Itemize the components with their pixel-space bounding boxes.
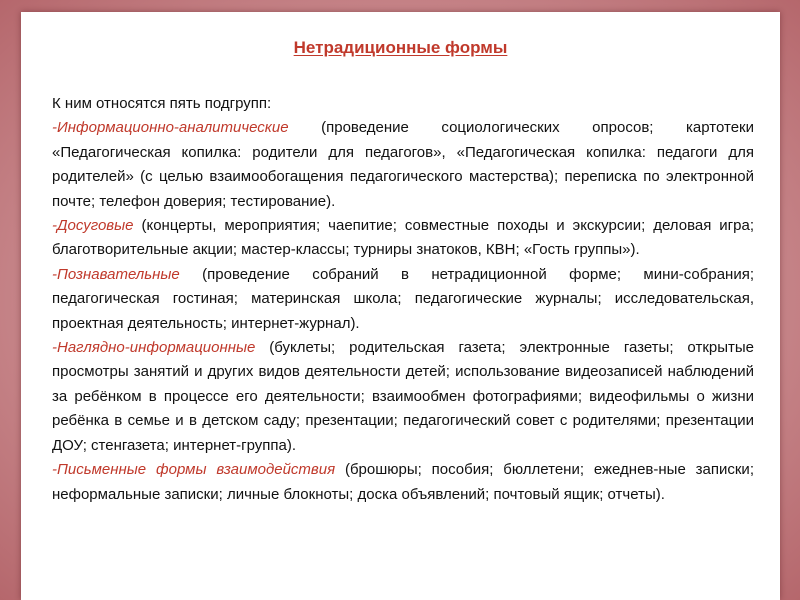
intro-paragraph: К ним относятся пять подгрупп:: [52, 95, 272, 112]
slide: [21, 12, 780, 600]
group-name: -Досуговые: [52, 217, 134, 235]
group-paragraph-informational: [52, 116, 754, 214]
group-name: -Наглядно-информационные: [52, 339, 256, 357]
group-paragraph-written: [52, 458, 754, 507]
group-name: -Информационно-аналитические: [52, 119, 289, 137]
group-description: (буклеты; родительская газета; электронные газеты; открытые просмотры занятий и других видов деятельности детей; использование видеозаписей наблюдений за ребёнком в процессе его деятельности; взаимообмен фотографиями; видеофильмы о жизни ребёнка в семье и в детском саду; презентации; педагогический совет с родителями; презентации ДОУ; стенгазета; интернет-группа).: [52, 339, 754, 454]
group-description: (проведение социологических опросов; картотеки «Педагогическая копилка: родители для педагогов», «Педагогическая копилка: педагоги для родителей» (с целью взаимообогащения педагогического мастерства); переписка по электронной почте; телефон доверия; тестирование).: [52, 119, 754, 210]
group-name: -Познавательные: [52, 265, 180, 283]
group-paragraph-leisure: [52, 214, 754, 263]
slide-title: Нетрадиционные формы: [293, 38, 508, 57]
slide-body: [52, 92, 754, 507]
group-description: (проведение собраний в нетрадиционной форме; мини-собрания; педагогическая гостиная; материнская школа; педагогические журналы; исследовательская, проектная деятельность; интернет-журнал).: [52, 265, 754, 332]
group-name: -Письменные формы взаимодействия: [52, 461, 336, 479]
group-paragraph-visual: [52, 336, 754, 458]
group-description: (брошюры; пособия; бюллетени; ежеднев-ные записки; неформальные записки; личные блокноты; доска объявлений; почтовый ящик; отчеты).: [52, 461, 754, 503]
group-description: (концерты, мероприятия; чаепитие; совместные походы и экскурсии; деловая игра; благотворительные акции; мастер-классы; турниры знатоков, КВН; «Гость группы»).: [52, 217, 754, 259]
group-paragraph-cognitive: [52, 263, 754, 336]
